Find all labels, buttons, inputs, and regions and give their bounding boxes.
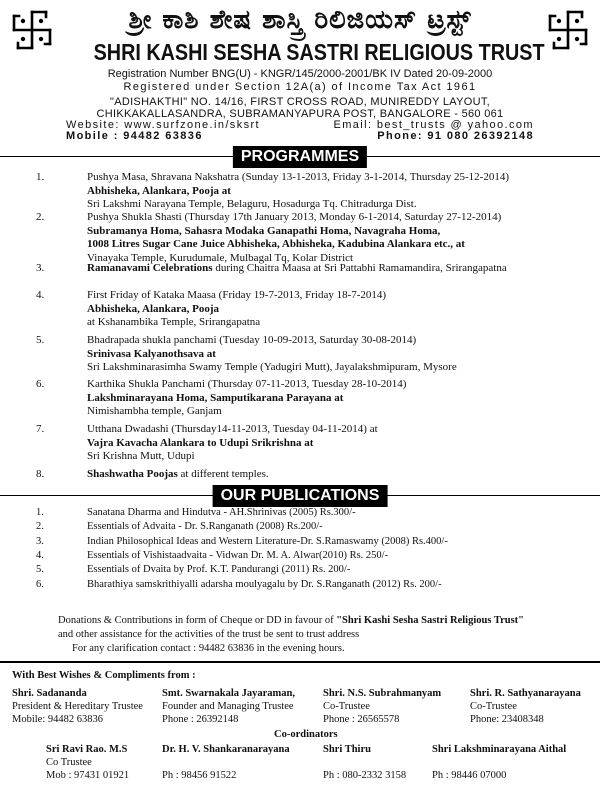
contact-line	[66, 130, 534, 143]
publication-title: Bharathiya samskrithiyalli adarsha moulyagalu by Dr. S.Ranganath (2012) Rs. 200/-	[87, 578, 442, 590]
person-role: Co Trustee	[46, 757, 92, 768]
programme-line: Sri Lakshmi Narayana Temple, Belaguru, Hosadurga Tq. Chitradurga Dist.	[87, 198, 417, 210]
registration-line	[66, 68, 534, 81]
programme-line: Bhadrapada shukla panchami (Tuesday 10-09-2013, Saturday 30-08-2014)	[87, 334, 417, 346]
person-role: President & Hereditary Trustee	[12, 701, 143, 712]
programme-line: Vinayaka Temple, Kurudumale, Mulbagal Tq, Kolar District	[87, 251, 354, 264]
programme-line: Karthika Shukla Panchami (Thursday 07-11-2013, Tuesday 28-10-2014)	[87, 378, 407, 390]
publications-heading: OUR PUBLICATIONS	[213, 485, 388, 507]
person-role: Co-Trustee	[470, 701, 517, 712]
programme-line: Subramanya Homa, Sahasra Modaka Ganapathi Homa, Navagraha Homa,	[87, 224, 441, 237]
programme-number: 7.	[36, 423, 45, 435]
publication-title: Essentials of Advaita - Dr. S.Ranganath (2008) Rs.200/-	[87, 521, 323, 533]
programme-line: Pushya Masa, Shravana Nakshatra (Sunday 13-1-2013, Friday 3-1-2014, Thursday 25-12-2014)	[87, 171, 509, 183]
registration-number: Registration Number BNG(U) - KNGR/145/2000-2001/BK IV Dated 20-09-2000	[107, 68, 493, 80]
programme-line: Sri Krishna Mutt, Udupi	[87, 450, 195, 462]
payee-name: "Shri Kashi Sesha Sastri Religious Trust"	[336, 615, 524, 626]
letterhead	[0, 0, 600, 142]
publication-number: 4.	[36, 549, 44, 561]
person-role: Founder and Managing Trustee	[162, 701, 294, 712]
programme-event-name: Shashwatha Poojas	[87, 468, 178, 480]
person-name: Sri Ravi Rao. M.S	[46, 744, 128, 755]
english-trust-name: SHRI KASHI SESHA SASTRI RELIGIOUS TRUST	[93, 39, 545, 65]
programme-number: 2.	[36, 211, 45, 223]
person-contact: Phone : 26392148	[162, 714, 239, 725]
programme-line: Nimishambha temple, Ganjam	[87, 405, 222, 417]
programme-line: Abhisheka, Alankara, Pooja at	[87, 184, 231, 197]
programme-number: 5.	[36, 334, 45, 346]
person-name: Shri. Sadananda	[12, 688, 87, 699]
person-contact: Phone: 23408348	[470, 714, 544, 725]
programme-line: 1008 Litres Sugar Cane Juice Abhisheka, Abhisheka, Kadubina Alankara etc., at	[87, 238, 465, 250]
person-name: Shri Lakshminarayana Aithal	[432, 744, 567, 755]
person-name: Shri Thiru	[323, 744, 371, 755]
programme-line: at Kshanambika Temple, Srirangapatna	[87, 316, 261, 328]
registered-under-line	[66, 81, 534, 94]
programmes-heading: PROGRAMMES	[233, 146, 367, 168]
programme-line: Vajra Kavacha Alankara to Udupi Srikrishna at	[87, 436, 314, 449]
donation-line-1	[58, 614, 598, 628]
programme-details	[87, 171, 597, 212]
programme-line: Abhisheka, Alankara, Pooja	[87, 302, 220, 315]
programme-details	[87, 211, 597, 265]
section-12a-text: Registered under Section 12A(a) of Income Tax Act 1961	[123, 81, 477, 93]
footer	[0, 661, 600, 789]
programme-line: Lakshminarayana Homa, Samputikarana Parayana at	[87, 391, 344, 404]
programme-details	[87, 468, 597, 482]
publication-number: 5.	[36, 564, 44, 576]
phone-number: Phone: 91 080 26392148	[377, 130, 534, 142]
donation-line-2: and other assistance for the activities of the trust be sent to trust address	[58, 629, 360, 640]
programme-details	[87, 289, 597, 330]
swastika-ornament-icon	[542, 4, 594, 56]
programme-line: Shashwatha Poojas at different temples.	[87, 468, 269, 480]
person-contact: Mob : 97431 01921	[46, 770, 130, 781]
compliments-heading: With Best Wishes & Compliments from :	[12, 670, 196, 681]
coordinators-heading: Co-ordinators	[274, 729, 338, 740]
programme-number: 1.	[36, 171, 45, 183]
programme-number: 6.	[36, 378, 45, 390]
programme-line: Pushya Shukla Shasti (Thursday 17th January 2013, Monday 6-1-2014, Saturday 27-12-2014)	[87, 211, 502, 223]
publication-number: 6.	[36, 578, 44, 590]
publication-title: Sanatana Dharma and Hindutva - AH.Shrinivas (2005) Rs.300/-	[87, 507, 356, 518]
person-name: Dr. H. V. Shankaranarayana	[162, 744, 290, 755]
person-role: Co-Trustee	[323, 701, 370, 712]
email-link[interactable]: Email: best_trusts @ yahoo.com	[333, 119, 534, 131]
mobile-number: Mobile : 94482 63836	[66, 130, 203, 142]
programme-details	[87, 378, 597, 419]
person-name: Smt. Swarnakala Jayaraman,	[162, 688, 296, 699]
publication-title: Essentials of Vishistaadvaita - Vidwan Dr. M. A. Alwar(2010) Rs. 250/-	[87, 549, 389, 561]
address-text-1: "ADISHAKTHI" NO. 14/16, FIRST CROSS ROAD, MUNIREDDY LAYOUT,	[109, 96, 491, 108]
person-contact: Ph : 98446 07000	[432, 770, 507, 781]
programme-event-name: Ramanavami Celebrations	[87, 262, 213, 274]
publication-number: 1.	[36, 507, 44, 518]
programme-line: Srinivasa Kalyanothsava at	[87, 347, 216, 360]
clarification-contact: For any clarification contact : 94482 63836 in the evening hours.	[72, 643, 345, 654]
person-name: Shri. R. Sathyanarayana	[470, 688, 581, 699]
programme-line: Sri Lakshminarasimha Swamy Temple (Yadugiri Mutt), Jayalakshmipuram, Mysore	[87, 361, 457, 373]
swastika-ornament-icon	[6, 4, 58, 56]
person-contact: Ph : 98456 91522	[162, 770, 237, 781]
publication-number: 3.	[36, 535, 44, 547]
person-name: Shri. N.S. Subrahmanyam	[323, 688, 442, 699]
programme-number: 4.	[36, 289, 45, 301]
programme-line: Utthana Dwadashi (Thursday14-11-2013, Tuesday 04-11-2014) at	[87, 423, 378, 435]
programme-number: 8.	[36, 468, 45, 480]
person-contact: Ph : 080-2332 3158	[323, 770, 407, 781]
person-contact: Mobile: 94482 63836	[12, 714, 103, 725]
person-contact: Phone : 26565578	[323, 714, 400, 725]
donation-text: Donations & Contributions in form of Cheque or DD in favour of	[58, 615, 337, 626]
publication-title: Indian Philosophical Ideas and Western Literature-Dr. S.Ramaswamy (2008) Rs.400/-	[87, 535, 448, 547]
programme-details	[87, 334, 597, 375]
programme-line: First Friday of Kataka Maasa (Friday 19-7-2013, Friday 18-7-2014)	[87, 289, 387, 301]
address-text-2: CHIKKAKALLASANDRA, SUBRAMANYAPURA POST, BANGALORE - 560 061	[96, 108, 504, 120]
publication-number: 2.	[36, 521, 44, 533]
programme-details	[87, 262, 597, 276]
website-link[interactable]: Website: www.surfzone.in/sksrt	[66, 119, 261, 131]
kannada-trust-name: ಶ್ರೀ ಕಾಶಿ ಶೇಷ ಶಾಸ್ತ್ರಿ ರಿಲಿಜಿಯಸ್ ಟ್ರಸ್ಟ್	[128, 5, 472, 35]
programme-line: Ramanavami Celebrations during Chaitra Maasa at Sri Pattabhi Ramamandira, Srirangapatna	[87, 262, 507, 274]
programme-number: 3.	[36, 262, 45, 274]
programme-details	[87, 423, 597, 464]
publication-title: Essentials of Dvaita by Prof. K.T. Pandurangi (2011) Rs. 200/-	[87, 564, 351, 576]
